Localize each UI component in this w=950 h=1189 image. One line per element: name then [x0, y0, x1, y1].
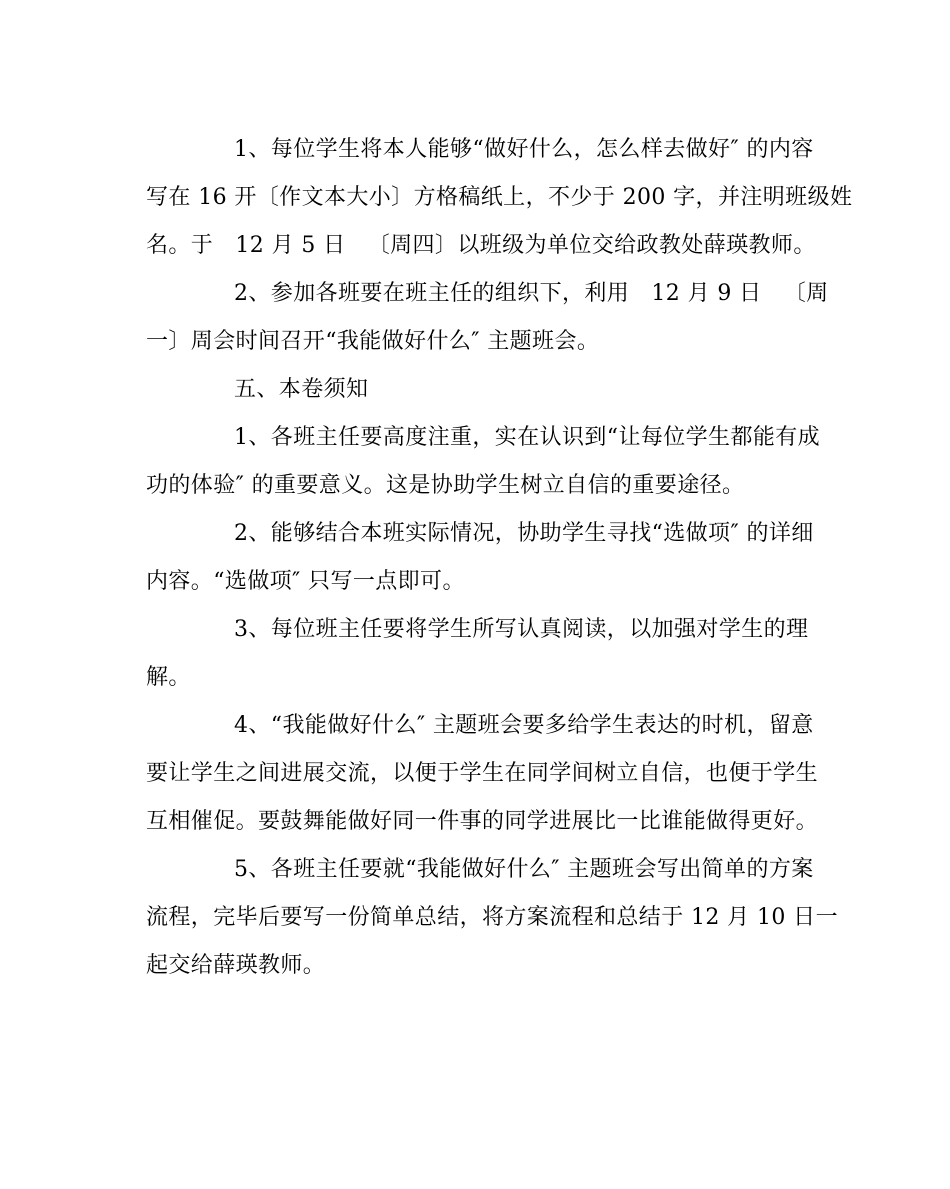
paragraph-line: 要让学生之间进展交流，以便于学生在同学间树立自信，也便于学生 [146, 761, 819, 786]
paragraph-line: 内容。“选做项″ 只写一点即可。 [146, 569, 465, 594]
paragraph-line: 写在 16 开〔作文本大小〕方格稿纸上，不少于 200 字，并注明班级姓 [146, 185, 853, 210]
paragraph-line: 4、“我能做好什么″ 主题班会要多给学生表达的时机，留意 [234, 713, 814, 738]
paragraph-line: 5、各班主任要就“我能做好什么″ 主题班会写出简单的方案 [234, 857, 814, 882]
paragraph-line: 名。于 12 月 5 日 〔周四〕以班级为单位交给政教处薛瑛教师。 [146, 233, 816, 258]
paragraph-line: 解。 [146, 665, 191, 690]
paragraph-line: 功的体验″ 的重要意义。这是协助学生树立自信的重要途径。 [146, 473, 745, 498]
paragraph-line: 互相催促。要鼓舞能做好同一件事的同学进展比一比谁能做得更好。 [146, 809, 819, 834]
paragraph-line: 2、能够结合本班实际情况，协助学生寻找“选做项″ 的详细 [234, 521, 814, 546]
paragraph-line: 流程，完毕后要写一份简单总结，将方案流程和总结于 12 月 10 日一 [146, 905, 838, 930]
paragraph-line: 2、参加各班要在班主任的组织下，利用 12 月 9 日 〔周 [234, 281, 829, 306]
paragraph-line: 起交给薛瑛教师。 [146, 953, 326, 978]
paragraph-line: 1、每位学生将本人能够“做好什么，怎么样去做好″ 的内容 [234, 137, 814, 162]
section-heading: 五、本卷须知 [234, 377, 369, 402]
paragraph-line: 3、每位班主任要将学生所写认真阅读，以加强对学生的理 [234, 617, 809, 642]
document-body [146, 126, 853, 990]
paragraph-line: 一〕周会时间召开“我能做好什么″ 主题班会。 [146, 329, 600, 354]
paragraph-line: 1、各班主任要高度注重，实在认识到“让每位学生都能有成 [234, 425, 821, 450]
